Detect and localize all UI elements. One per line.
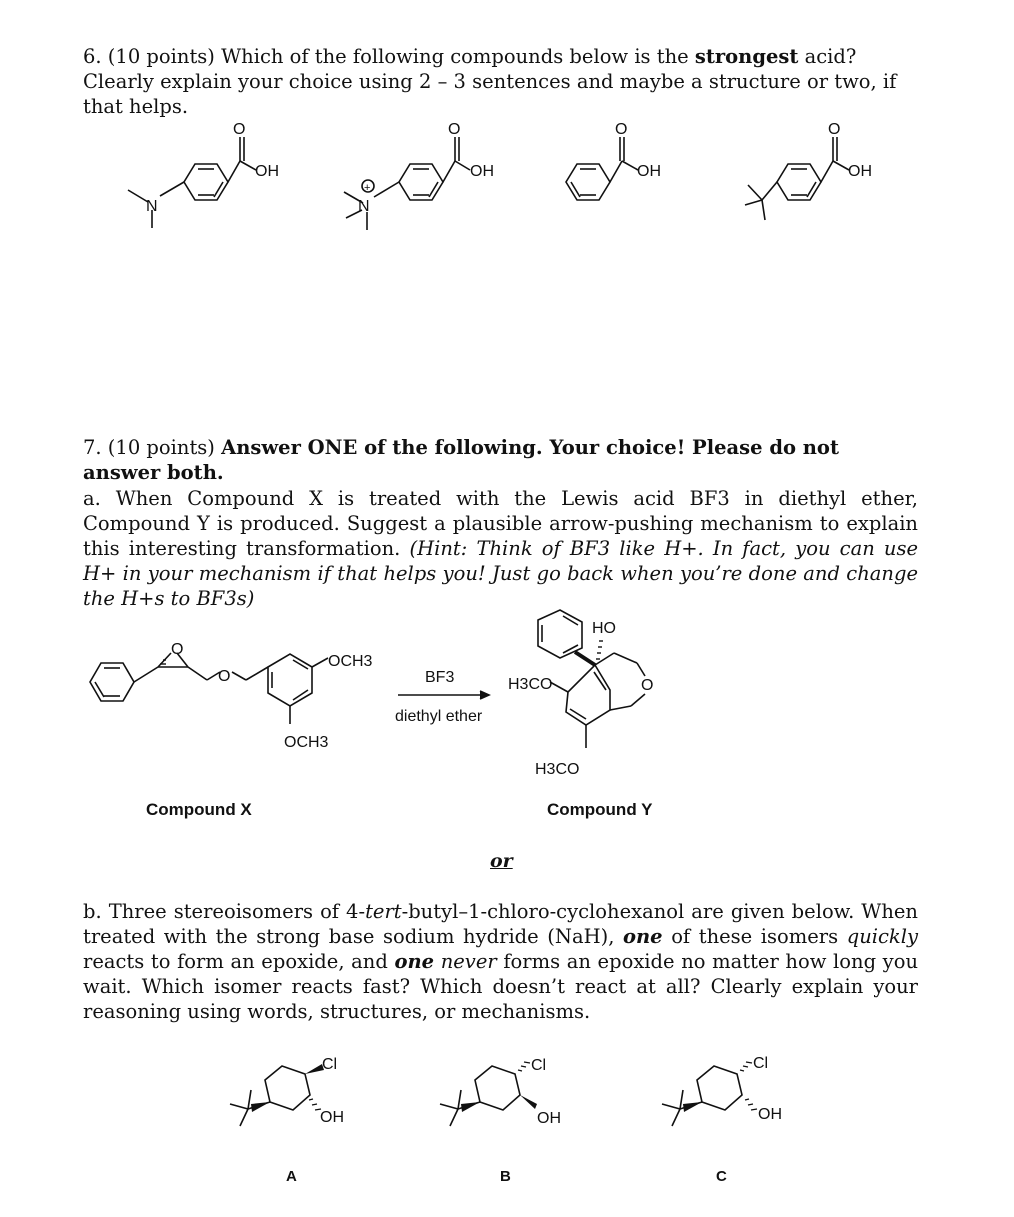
or-separator: or xyxy=(490,850,513,872)
q7b-one-1: one xyxy=(623,925,663,948)
q7-header-bold: Answer ONE of the following. Your choice! Please do not answer both. xyxy=(83,436,839,484)
q6-structures xyxy=(0,110,1014,250)
q6-emph: strongest xyxy=(694,45,799,68)
q6-oh-1: OH xyxy=(255,163,279,180)
q7b-quickly: quickly xyxy=(846,925,919,948)
question-6 xyxy=(83,44,918,119)
y-h3co-bottom: H3CO xyxy=(535,761,580,778)
isomer-label-c: C xyxy=(716,1168,727,1185)
q6-n-1: N xyxy=(146,198,158,215)
isomer-b-oh: OH xyxy=(537,1110,561,1127)
isomer-a-oh: OH xyxy=(320,1109,344,1126)
q7b-never: never xyxy=(440,950,497,973)
q7b-p4: reacts to form an epoxide, and xyxy=(83,950,388,973)
y-h3co-left: H3CO xyxy=(508,676,553,693)
isomer-structures xyxy=(0,1040,1014,1200)
isomer-c-oh: OH xyxy=(758,1106,782,1123)
q7a-hint: (Hint: Think of BF3 like H+. In fact, you can use H+ in your mechanism if that helps you! Just go back when you’re done and change the H+s to BF3s) xyxy=(83,537,918,610)
question-7b xyxy=(83,899,918,1024)
q7b-p5: forms an epoxide no matter how long you wait. Which isomer reacts fast? Which doesn’t react at all? Clearly explain your reasoning using words, structures, or mechanisms. xyxy=(83,950,918,1023)
isomer-c-cl: Cl xyxy=(753,1055,769,1072)
q6-o-1: O xyxy=(233,121,246,138)
q6-plus: + xyxy=(364,182,371,194)
compound-x-label: Compound X xyxy=(146,800,252,819)
q7b-tert: tert xyxy=(365,900,402,923)
question-7-header xyxy=(83,435,918,485)
epoxide-o: O xyxy=(171,641,184,658)
q7b-one-2: one xyxy=(394,950,435,973)
y-ho: HO xyxy=(592,620,616,637)
isomer-a-cl: Cl xyxy=(322,1056,338,1073)
q6-o-3: O xyxy=(615,121,628,138)
q6-o-2: O xyxy=(448,121,461,138)
isomer-b-cl: Cl xyxy=(531,1057,547,1074)
q7a-text: a. When Compound X is treated with the Lewis acid BF3 in diethyl ether, Compound Y is produced. Suggest a plausible arrow-pushing mechanism to explain this interesting transformation. xyxy=(83,487,918,560)
x-och3-bottom: OCH3 xyxy=(284,734,329,751)
x-och3-top: OCH3 xyxy=(328,653,373,670)
reagent-bf3: BF3 xyxy=(425,669,455,686)
q6-text-b: acid? Clearly explain your choice using 2 – 3 sentences and maybe a structure or two, if that helps. xyxy=(83,45,897,118)
q6-oh-2: OH xyxy=(470,163,494,180)
q6-number: 6. (10 points) xyxy=(83,45,215,68)
q7b-p2: -butyl–1-chloro-cyclohexanol are given below. When treated with the strong base sodium hydride (NaH), xyxy=(83,900,918,948)
isomer-label-b: B xyxy=(500,1168,511,1185)
q7b-p1: b. Three stereoisomers of 4- xyxy=(83,900,366,923)
ether-o-x: O xyxy=(218,668,231,685)
solvent: diethyl ether xyxy=(395,708,483,725)
q6-oh-3: OH xyxy=(637,163,661,180)
compound-y-label: Compound Y xyxy=(547,800,653,819)
q6-o-4: O xyxy=(828,121,841,138)
isomer-label-a: A xyxy=(286,1168,297,1185)
y-ring-o: O xyxy=(641,677,654,694)
q6-text-a: Which of the following compounds below is the xyxy=(221,45,689,68)
q6-oh-4: OH xyxy=(848,163,872,180)
question-7a xyxy=(83,486,918,611)
q7b-p3: of these isomers xyxy=(671,925,839,948)
reaction-scheme xyxy=(0,600,1014,830)
q7-number: 7. (10 points) xyxy=(83,436,215,459)
q6-n-2: N xyxy=(358,198,370,215)
